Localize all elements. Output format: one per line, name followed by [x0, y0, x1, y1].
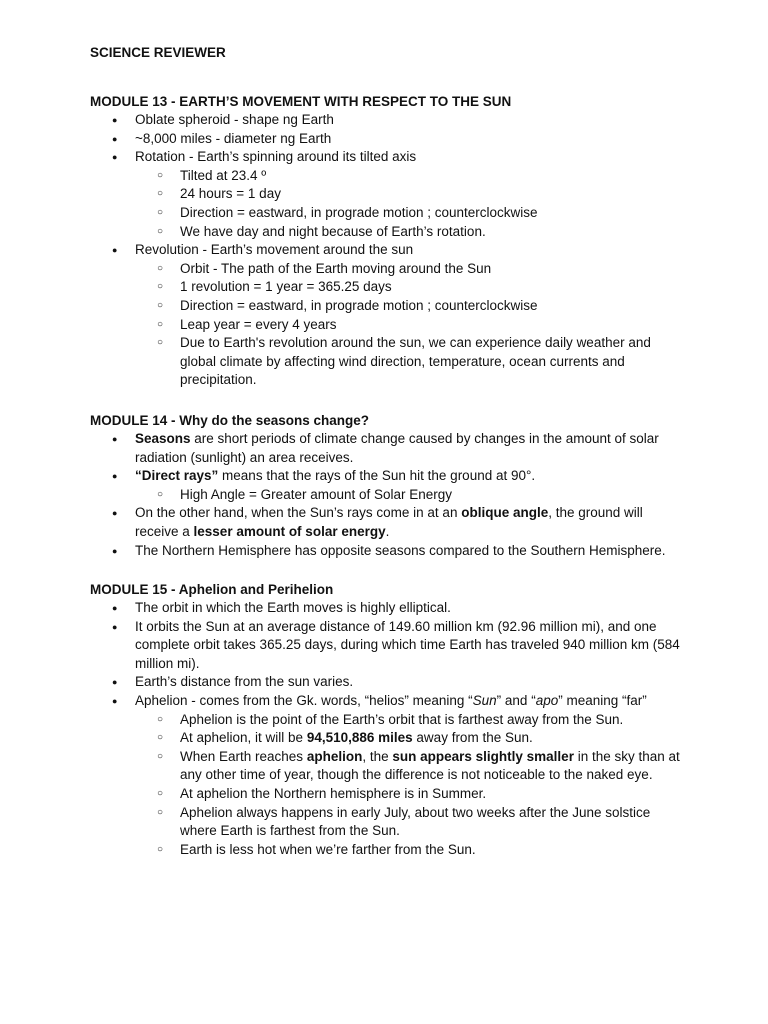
- sub-list-item-text: Tilted at 23.4 º: [180, 167, 267, 183]
- list-item-text: are short periods of climate change caused by changes in the amount of solar radiation (sunlight) an area receives.: [135, 431, 659, 465]
- sub-list-item-text: Orbit - The path of the Earth moving around the Sun: [180, 260, 492, 276]
- sub-list-item-text: 24 hours = 1 day: [180, 186, 281, 202]
- list-item-text: means that the rays of the Sun hit the ground at 90°.: [218, 468, 536, 484]
- document-title: SCIENCE REVIEWER: [90, 45, 226, 60]
- list-item-text: On the other hand, when the Sun’s rays come in at an: [135, 505, 462, 521]
- sub-list-item: [135, 729, 690, 748]
- sub-list-item-text: Leap year = every 4 years: [180, 316, 337, 332]
- bold-term: aphelion: [306, 748, 363, 764]
- rotation-sublist: [135, 167, 690, 241]
- italic-term: apo: [535, 692, 559, 708]
- list-item: [90, 148, 690, 241]
- aphelion-sublist: [135, 711, 690, 860]
- list-item: [90, 504, 690, 541]
- list-item: [90, 618, 690, 674]
- list-item-text: The orbit in which the Earth moves is highly elliptical.: [135, 600, 451, 615]
- bold-term: 94,510,886 miles: [306, 730, 413, 746]
- module-14: [90, 412, 690, 560]
- list-item-text: Aphelion - comes from the Gk. words, “helios” meaning “: [135, 692, 473, 708]
- sub-list-item-text: Earth is less hot when we’re farther from the Sun.: [180, 841, 476, 857]
- module-15-heading: MODULE 15 - Aphelion and Perihelion: [90, 582, 334, 597]
- bold-term: oblique angle: [461, 505, 549, 521]
- module-13: [90, 93, 690, 390]
- list-item: [90, 430, 690, 467]
- sub-list-item-text: , the: [362, 748, 393, 764]
- list-item: [90, 692, 690, 859]
- bold-term: lesser amount of solar energy: [193, 523, 386, 539]
- list-item: [90, 673, 690, 692]
- sub-list-item-text: in the sky than at any other time of year, though the difference is not noticeable to the naked eye.: [180, 748, 680, 783]
- sub-list-item: [135, 841, 690, 860]
- sub-list-item-text: High Angle = Greater amount of Solar Energy: [180, 486, 453, 502]
- list-item: [90, 111, 690, 130]
- sub-list-item: [135, 486, 690, 505]
- list-item-text: Rotation - Earth’s spinning around its tilted axis: [135, 149, 417, 165]
- sub-list-item: [135, 185, 690, 204]
- sub-list-item: [135, 334, 690, 390]
- module-13-heading: MODULE 13 - EARTH’S MOVEMENT WITH RESPECT TO THE SUN: [90, 94, 512, 109]
- italic-term: Sun: [472, 692, 497, 708]
- sub-list-item: [135, 711, 690, 730]
- list-item-text: ” meaning “far”: [558, 692, 647, 708]
- sub-list-item: [135, 167, 690, 186]
- sub-list-item-text: Due to Earth's revolution around the sun, we can experience daily weather and global climate by affecting wind direction, temperature, ocean currents and precipitation.: [180, 335, 651, 388]
- direct-rays-sublist: [135, 486, 690, 505]
- sub-list-item: [135, 278, 690, 297]
- sub-list-item: [135, 260, 690, 279]
- sub-list-item: [135, 804, 690, 841]
- list-item-text: Revolution - Earth’s movement around the sun: [135, 242, 414, 258]
- sub-list-item-text: At aphelion the Northern hemisphere is in Summer.: [180, 785, 487, 801]
- module-14-heading: MODULE 14 - Why do the seasons change?: [90, 413, 370, 428]
- list-item: [90, 130, 690, 149]
- list-item: [90, 241, 690, 390]
- sub-list-item-text: Aphelion is the point of the Earth’s orbit that is farthest away from the Sun.: [180, 711, 624, 727]
- sub-list-item: [135, 204, 690, 223]
- sub-list-item-text: Direction = eastward, in prograde motion ; counterclockwise: [180, 204, 538, 220]
- sub-list-item-text: When Earth reaches: [180, 748, 307, 764]
- bold-term: sun appears slightly smaller: [392, 748, 574, 764]
- sub-list-item-text: 1 revolution = 1 year = 365.25 days: [180, 279, 392, 295]
- list-item: [90, 467, 690, 504]
- sub-list-item: [135, 316, 690, 335]
- list-item-text: ” and “: [496, 692, 536, 708]
- sub-list-item-text: At aphelion, it will be: [180, 730, 307, 746]
- bold-term: Seasons: [135, 431, 191, 446]
- sub-list-item-text: Direction = eastward, in prograde motion ; counterclockwise: [180, 297, 538, 313]
- list-item-text: Earth’s distance from the sun varies.: [135, 674, 354, 690]
- sub-list-item: [135, 785, 690, 804]
- list-item-text: Oblate spheroid - shape ng Earth: [135, 112, 334, 127]
- module-14-list: [90, 430, 690, 560]
- sub-list-item: [135, 297, 690, 316]
- sub-list-item: [135, 223, 690, 242]
- list-item: [90, 542, 690, 561]
- bold-term: “Direct rays”: [135, 468, 219, 484]
- list-item-text: The Northern Hemisphere has opposite seasons compared to the Southern Hemisphere.: [135, 542, 666, 558]
- module-15: [90, 581, 690, 859]
- list-item-text: ~8,000 miles - diameter ng Earth: [135, 130, 332, 146]
- list-item-text: It orbits the Sun at an average distance of 149.60 million km (92.96 million mi), and one complete orbit takes 365.25 days, during which time Earth has traveled 940 million km (584 million mi).: [135, 618, 680, 671]
- sub-list-item: [135, 748, 690, 785]
- sub-list-item-text: We have day and night because of Earth’s rotation.: [180, 223, 486, 239]
- sub-list-item-text: Aphelion always happens in early July, about two weeks after the June solstice where Earth is farthest from the Sun.: [180, 804, 651, 839]
- module-15-list: [90, 599, 690, 859]
- sub-list-item-text: away from the Sun.: [412, 730, 533, 746]
- list-item-text: , the ground will receive a: [135, 505, 643, 539]
- list-item: [90, 599, 690, 618]
- list-item-text: .: [385, 523, 390, 539]
- module-13-list: [90, 111, 690, 390]
- revolution-sublist: [135, 260, 690, 390]
